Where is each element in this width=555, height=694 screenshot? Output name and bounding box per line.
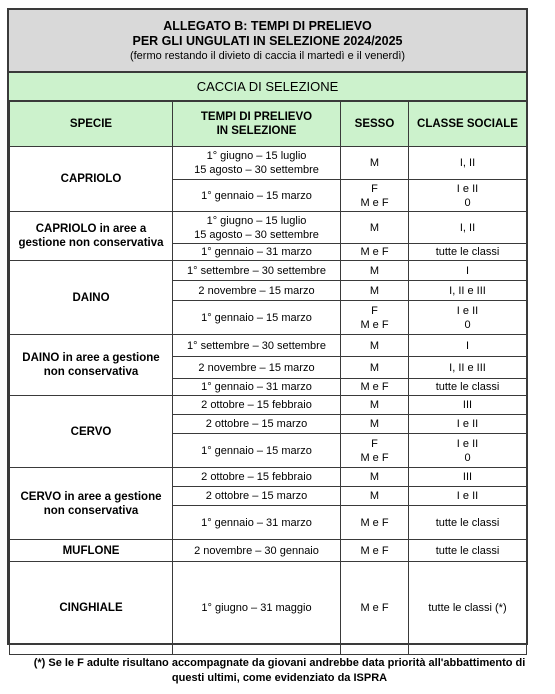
- class-cell: [409, 468, 527, 487]
- class-cell: [409, 396, 527, 415]
- period-cell: [173, 281, 341, 301]
- sex-cell: [341, 540, 409, 562]
- class-cell: [409, 357, 527, 379]
- footnote: [7, 656, 552, 686]
- species-cell: [10, 396, 173, 468]
- period-cell-line: 1° gennaio – 15 marzo: [201, 189, 312, 202]
- period-cell-line: 2 ottobre – 15 marzo: [205, 418, 308, 430]
- sex-cell-line: M e F: [360, 196, 389, 209]
- period-cell-line: 1° giugno – 31 maggio: [201, 602, 312, 614]
- period-cell-line: 1° gennaio – 15 marzo: [201, 444, 312, 457]
- species-cell: [10, 261, 173, 335]
- header-sex: SESSO: [341, 102, 409, 147]
- period-cell: [173, 180, 341, 212]
- table-row: [10, 396, 527, 415]
- period-cell-line: 15 agosto – 30 settembre: [194, 164, 319, 176]
- header-period-line-2: IN SELEZIONE: [216, 125, 297, 137]
- species-cell-line: gestione non conservativa: [18, 237, 164, 249]
- period-cell: [173, 540, 341, 562]
- sex-cell: [341, 487, 409, 506]
- species-cell: [10, 147, 173, 212]
- sex-cell-line: M: [369, 490, 380, 502]
- species-cell-line: MUFLONE: [62, 544, 120, 557]
- class-cell-line: III: [462, 399, 473, 411]
- period-cell-line: 1° giugno – 15 luglio: [206, 214, 307, 227]
- table-row: [10, 335, 527, 357]
- header-period-line-1: TEMPI DI PRELIEVO: [200, 111, 313, 123]
- title-block: [9, 10, 526, 73]
- class-cell-line: I, II: [459, 157, 476, 169]
- species-cell-line: CERVO in aree a gestione: [20, 490, 162, 503]
- species-cell-line: DAINO: [72, 291, 110, 304]
- sex-cell: [341, 301, 409, 335]
- period-cell: [173, 212, 341, 244]
- period-cell-line: 2 ottobre – 15 febbraio: [201, 471, 312, 483]
- sex-cell: [341, 261, 409, 281]
- sex-cell-line: M: [369, 339, 380, 352]
- class-cell-line: I: [465, 339, 470, 352]
- table-row: [10, 261, 527, 281]
- period-cell: [173, 562, 341, 655]
- period-cell: [173, 434, 341, 468]
- period-cell-line: 2 novembre – 15 marzo: [198, 284, 315, 297]
- sex-cell: [341, 434, 409, 468]
- class-cell-line: I e II: [456, 304, 479, 317]
- sex-cell-line: M: [369, 399, 380, 411]
- period-cell: [173, 506, 341, 540]
- class-cell-line: 0: [464, 318, 471, 331]
- class-cell-line: I e II: [456, 182, 479, 195]
- table-row: [10, 540, 527, 562]
- period-cell-line: 2 ottobre – 15 marzo: [205, 490, 308, 502]
- sex-cell: [341, 357, 409, 379]
- class-cell-line: I e II: [456, 418, 479, 430]
- title-note: (fermo restando il divieto di caccia il martedì e il venerdì): [129, 50, 406, 62]
- period-cell: [173, 415, 341, 434]
- table-row: [10, 212, 527, 244]
- species-cell: [10, 335, 173, 396]
- period-cell-line: 1° settembre – 30 settembre: [187, 339, 326, 352]
- class-cell: [409, 379, 527, 396]
- class-cell: [409, 540, 527, 562]
- class-cell: [409, 335, 527, 357]
- period-cell-line: 1° gennaio – 31 marzo: [201, 246, 312, 258]
- class-cell: [409, 487, 527, 506]
- table-row: [10, 468, 527, 487]
- sex-cell-line: M e F: [360, 602, 389, 614]
- class-cell-line: tutte le classi: [435, 381, 500, 393]
- footnote-line-2: questi ultimi, come evidenziato da ISPRA: [171, 672, 388, 684]
- header-species: SPECIE: [10, 102, 173, 147]
- class-cell: [409, 506, 527, 540]
- species-cell-line: non conservativa: [43, 366, 139, 378]
- class-cell: [409, 261, 527, 281]
- class-cell-line: tutte le classi: [435, 544, 500, 557]
- sex-cell-line: F: [371, 182, 378, 195]
- class-cell-line: tutte le classi (*): [428, 602, 507, 614]
- sex-cell-line: F: [371, 437, 378, 450]
- period-cell: [173, 147, 341, 180]
- class-cell: [409, 434, 527, 468]
- class-cell-line: I, II: [459, 221, 476, 234]
- period-cell-line: 1° gennaio – 31 marzo: [201, 381, 312, 393]
- sex-cell: [341, 468, 409, 487]
- period-cell-line: 2 ottobre – 15 febbraio: [201, 399, 312, 411]
- period-cell: [173, 396, 341, 415]
- sex-cell-line: M: [369, 361, 380, 374]
- period-cell: [173, 379, 341, 396]
- sex-cell: [341, 396, 409, 415]
- period-cell-line: 15 agosto – 30 settembre: [194, 228, 319, 241]
- sex-cell: [341, 506, 409, 540]
- sex-cell: [341, 244, 409, 261]
- sex-cell-line: M: [369, 418, 380, 430]
- sex-cell-line: M e F: [360, 516, 389, 529]
- class-cell-line: I, II e III: [449, 284, 486, 297]
- class-cell: [409, 212, 527, 244]
- species-cell-line: CAPRIOLO: [60, 173, 122, 185]
- sex-cell: [341, 147, 409, 180]
- sex-cell-line: M e F: [360, 318, 389, 331]
- sex-cell-line: M e F: [360, 246, 389, 258]
- period-cell-line: 2 novembre – 30 gennaio: [194, 544, 319, 557]
- species-cell-line: CAPRIOLO in aree a: [35, 223, 147, 235]
- class-cell: [409, 244, 527, 261]
- sex-cell: [341, 415, 409, 434]
- class-cell: [409, 180, 527, 212]
- class-cell-line: I, II e III: [449, 361, 486, 374]
- species-cell-line: DAINO in aree a gestione: [22, 352, 160, 364]
- sex-cell-line: M e F: [360, 381, 389, 393]
- class-cell-line: I e II: [456, 437, 479, 450]
- sex-cell-line: F: [371, 304, 378, 317]
- sex-cell: [341, 180, 409, 212]
- sex-cell: [341, 379, 409, 396]
- class-cell: [409, 147, 527, 180]
- period-cell: [173, 261, 341, 281]
- header-row: [10, 102, 527, 147]
- species-cell: [10, 468, 173, 540]
- class-cell: [409, 301, 527, 335]
- period-cell: [173, 301, 341, 335]
- document-frame: [7, 8, 528, 645]
- sex-cell: [341, 562, 409, 655]
- period-cell-line: 2 novembre – 15 marzo: [198, 361, 315, 374]
- class-cell-line: 0: [464, 451, 471, 464]
- period-cell-line: 1° giugno – 15 luglio: [206, 150, 307, 162]
- footnote-line-1: (*) Se le F adulte risultano accompagnate da giovani andrebbe data priorità all'abbattimento di: [33, 657, 526, 669]
- sex-cell: [341, 212, 409, 244]
- period-cell-line: 1° settembre – 30 settembre: [187, 264, 326, 277]
- class-cell-line: tutte le classi: [435, 246, 500, 258]
- period-cell: [173, 487, 341, 506]
- class-cell-line: I e II: [456, 490, 479, 502]
- species-cell: [10, 562, 173, 655]
- species-cell: [10, 212, 173, 261]
- section-label: CACCIA DI SELEZIONE: [9, 73, 526, 101]
- period-cell-line: 1° gennaio – 15 marzo: [201, 311, 312, 324]
- sex-cell-line: M: [369, 264, 380, 277]
- class-cell-line: tutte le classi: [435, 516, 500, 529]
- class-cell: [409, 415, 527, 434]
- sex-cell-line: M: [369, 221, 380, 234]
- sex-cell-line: M: [369, 471, 380, 483]
- sex-cell-line: M: [369, 284, 380, 297]
- schedule-table: [9, 101, 527, 655]
- species-cell-line: CINGHIALE: [59, 602, 123, 614]
- period-cell: [173, 468, 341, 487]
- table-body: [10, 147, 527, 655]
- sex-cell-line: M e F: [360, 451, 389, 464]
- title-line-2: PER GLI UNGULATI IN SELEZIONE 2024/2025: [132, 34, 403, 48]
- table-row: [10, 147, 527, 180]
- period-cell: [173, 244, 341, 261]
- class-cell-line: III: [462, 471, 473, 483]
- title-line-1: ALLEGATO B: TEMPI DI PRELIEVO: [163, 19, 372, 33]
- period-cell: [173, 335, 341, 357]
- sex-cell: [341, 335, 409, 357]
- header-class: CLASSE SOCIALE: [409, 102, 527, 147]
- sex-cell: [341, 281, 409, 301]
- class-cell-line: 0: [464, 196, 471, 209]
- table-row: [10, 562, 527, 655]
- sex-cell-line: M e F: [360, 544, 389, 557]
- sex-cell-line: M: [369, 157, 380, 169]
- class-cell-line: I: [465, 264, 470, 277]
- species-cell-line: non conservativa: [43, 504, 139, 517]
- header-period: [173, 102, 341, 147]
- class-cell: [409, 281, 527, 301]
- period-cell-line: 1° gennaio – 31 marzo: [201, 516, 312, 529]
- class-cell: [409, 562, 527, 655]
- species-cell-line: CERVO: [70, 425, 112, 438]
- species-cell: [10, 540, 173, 562]
- period-cell: [173, 357, 341, 379]
